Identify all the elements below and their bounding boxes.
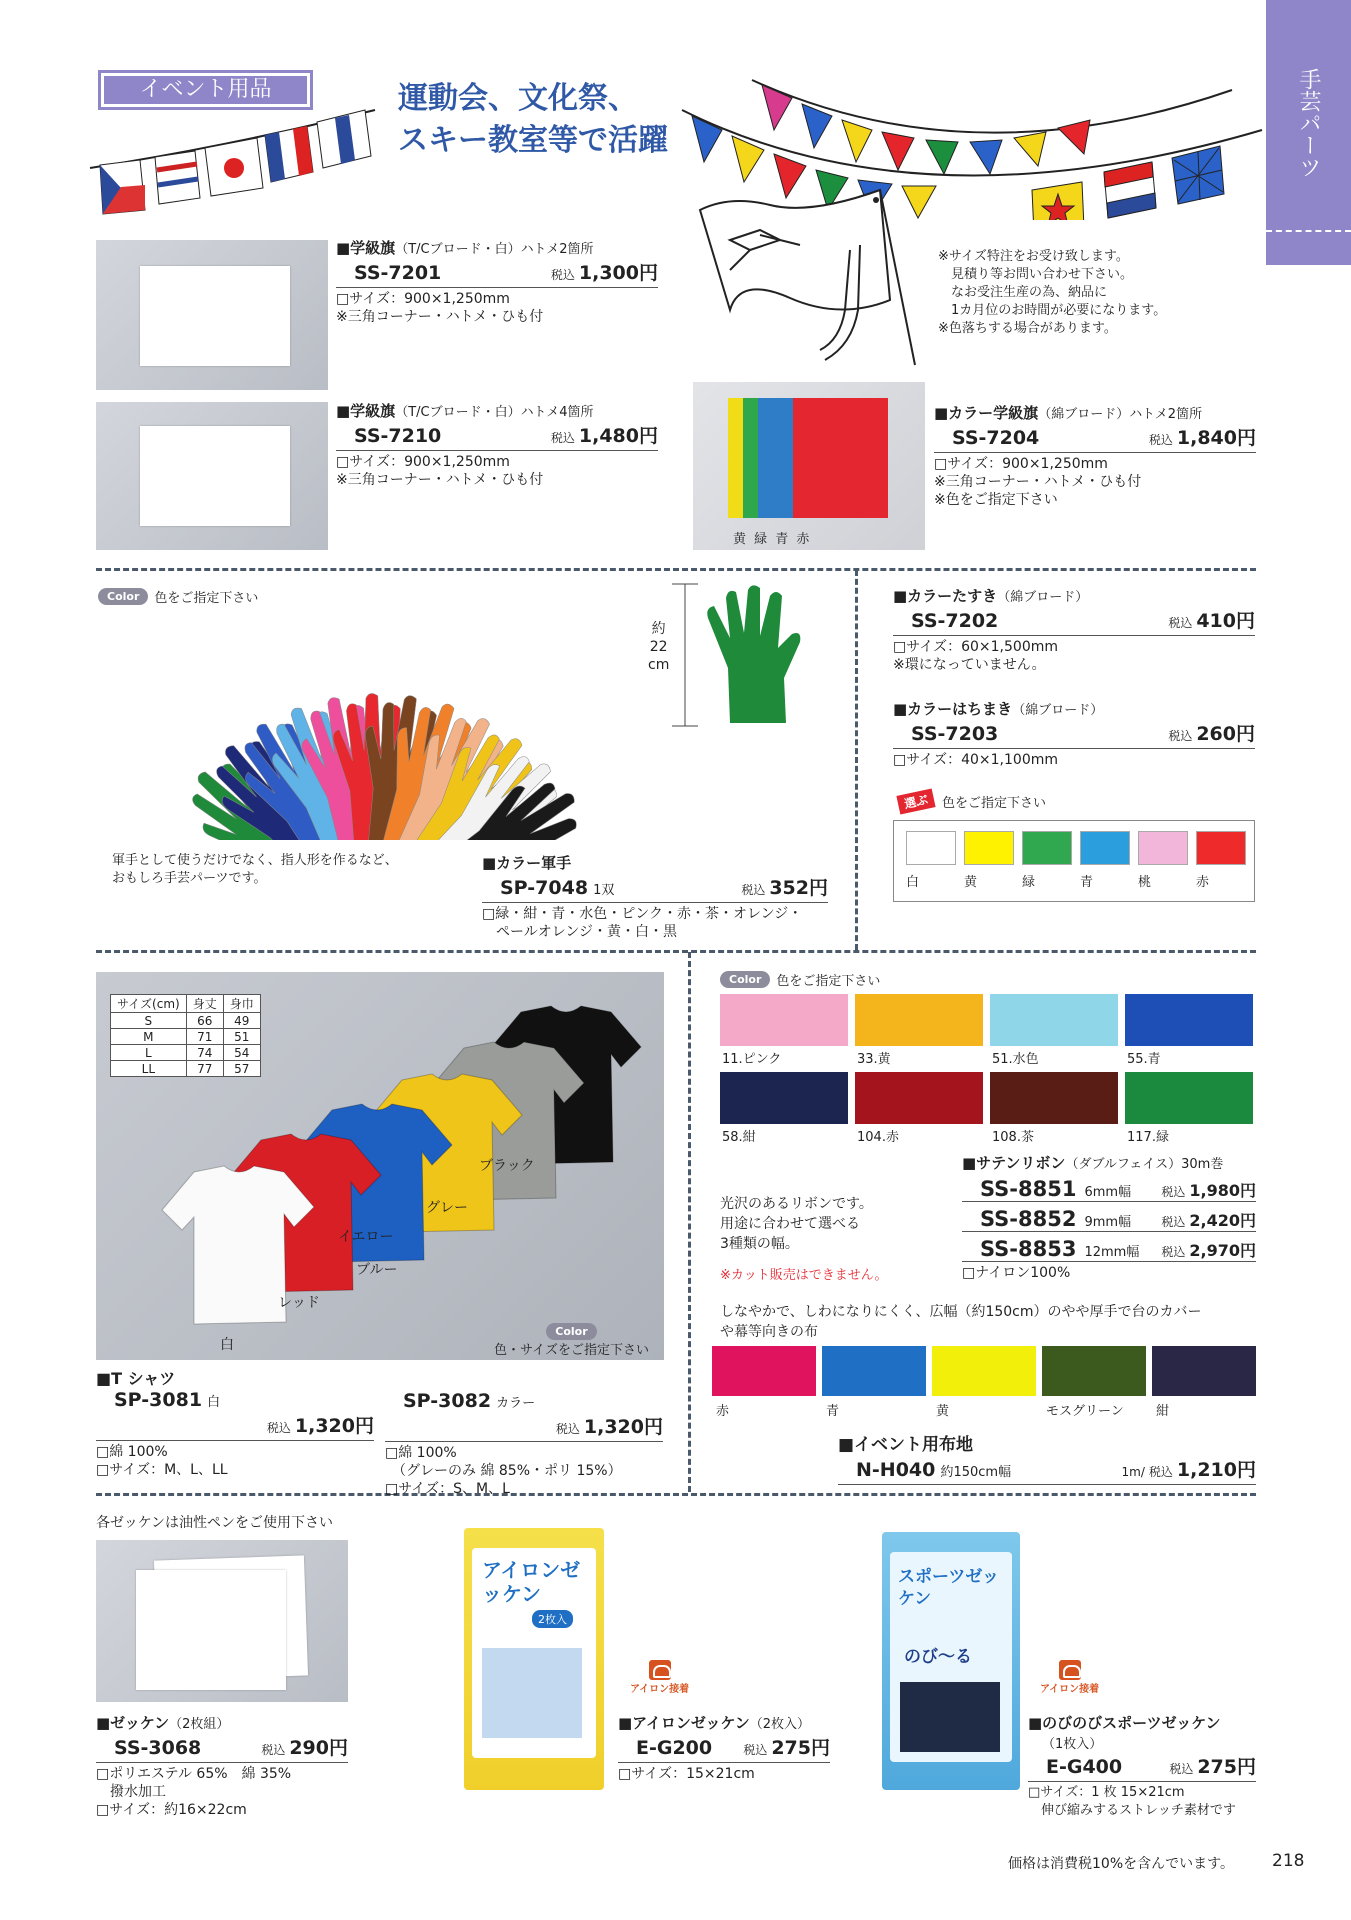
size-table-header: 身丈 [186, 995, 223, 1013]
ribbon-desc: 光沢のあるリボンです。 用途に合わせて選べる 3種類の幅。 [720, 1196, 873, 1252]
gloves-image [98, 600, 658, 840]
ss7210-image [96, 402, 328, 550]
fabric-swatch [712, 1346, 816, 1396]
ss7202-info: ■カラーたすき（綿ブロード） SS-7202 税込 410円 □サイズ：60×1,500mm ※環になっていません。 [893, 587, 1255, 673]
ss7203-color-note: 選ぶ 色をご指定下さい [898, 792, 1046, 811]
size-table-header: サイズ(cm) [111, 995, 187, 1013]
gloves-desc: 軍手として使うだけでなく、指人形を作るなど、 おもしろ手芸パーツです。 [112, 853, 398, 886]
fabric-swatch [1042, 1346, 1146, 1396]
ss7204-spec: □サイズ：900×1,250mm ※三角コーナー・ハトメ・ひも付 ※色をご指定下さい [934, 456, 1142, 508]
tshirt-color-note: Color 色・サイズをご指定下さい [494, 1325, 649, 1358]
ss7203-swatch-box [893, 820, 1255, 902]
fabric-desc: しなやかで、しわになりにくく、広幅（約150cm）のやや厚手で台のカバー や幕等向きの布 [720, 1304, 1202, 1340]
eg400-code: E-G400 [1046, 1756, 1123, 1778]
hachimaki-swatch-label: 白 [906, 875, 920, 890]
table-row: LL 77 57 [111, 1061, 261, 1077]
ss7204-swatch-red [793, 398, 888, 518]
zekken-note: 各ゼッケンは油性ペンをご使用下さい [96, 1515, 334, 1531]
shirt-label-white: 白 [220, 1337, 234, 1353]
fabric-swatch-label: 青 [826, 1404, 840, 1419]
shirt-label-black: ブラック [479, 1158, 535, 1174]
ss7202-spec: □サイズ：60×1,500mm ※環になっていません。 [893, 639, 1059, 673]
fabric-swatch-label: 紺 [1156, 1404, 1170, 1419]
eg200-code: E-G200 [636, 1737, 713, 1759]
flag-star [1032, 182, 1084, 220]
ss7202-price: 税込 410円 [1168, 610, 1255, 632]
table-row: M 71 51 [111, 1029, 261, 1045]
ss3068-image [96, 1540, 348, 1702]
fabric-swatch [822, 1346, 926, 1396]
eg200-iron-badge: アイロン接着 [630, 1660, 689, 1695]
ss7210-info: ■学級旗（T/Cブロード・白）ハトメ4箇所 SS-7210 税込 1,480円 □サイズ：900×1,250mm ※三角コーナー・ハトメ・ひも付 [336, 402, 658, 488]
ss7204-code: SS-7204 [952, 427, 1040, 449]
hachimaki-swatch-label: 黄 [964, 875, 978, 890]
flag-tricolor [265, 126, 313, 182]
fabric-swatch-label: 黄 [936, 1404, 950, 1419]
hachimaki-swatch [1138, 831, 1188, 865]
sp3082-spec: □綿 100% （グレーのみ 綿 85%・ポリ 15%） □サイズ：S、M、L [385, 1445, 622, 1497]
fabric-swatch-label: 赤 [716, 1404, 730, 1419]
ss7210-code: SS-7210 [354, 425, 442, 447]
sp7048-spec: □緑・紺・青・水色・ピンク・赤・茶・オレンジ・ ペールオレンジ・黄・白・黒 [482, 906, 803, 940]
ss7201-image [96, 240, 328, 390]
ribbon-title: ■サテンリボン（ダブルフェイス）30m巻 [962, 1154, 1224, 1172]
ss3068-price: 税込 290円 [261, 1737, 348, 1759]
eg400-iron-badge: アイロン接着 [1040, 1660, 1099, 1695]
footer-note: 価格は消費税10%を含んでいます。 [1008, 1856, 1234, 1872]
flag-czech [100, 160, 145, 214]
divider [855, 570, 858, 950]
ss7204-price: 税込 1,840円 [1148, 427, 1256, 449]
sp7048-code: SP-7048 [500, 877, 589, 899]
flag-netherlands [1104, 162, 1156, 218]
flag-sketch [690, 180, 920, 370]
sp7048-price: 税込 352円 [741, 877, 828, 899]
ribbon-swatches [720, 994, 1256, 1144]
fabric-swatch-label: モスグリーン [1046, 1404, 1124, 1419]
eg200-spec: □サイズ：15×21cm [618, 1766, 755, 1782]
ss7203-spec: □サイズ：40×1,100mm [893, 752, 1059, 768]
ribbon-item-row: SS-8852 9mm幅 税込 2,420円 [962, 1202, 1256, 1232]
fabric-swatches [712, 1346, 1258, 1419]
sp7048-info: ■カラー軍手 SP-7048 1双 税込 352円 □緑・紺・青・水色・ピンク・赤・茶・オレンジ・ ペールオレンジ・黄・白・黒 [482, 854, 828, 940]
ss7203-code: SS-7203 [911, 723, 999, 745]
ss7204-info: ■カラー学級旗（綿ブロード）ハトメ2箇所 SS-7204 税込 1,840円 □サイズ：900×1,250mm ※三角コーナー・ハトメ・ひも付 ※色をご指定下さい [934, 404, 1256, 508]
eg400-package: スポーツゼッケン のび〜る [882, 1532, 1020, 1790]
gloves-size-label: 約 22 cm [648, 621, 670, 673]
ss7201-info: ■学級旗（T/Cブロード・白）ハトメ2箇所 SS-7201 税込 1,300円 □サイズ：900×1,250mm ※三角コーナー・ハトメ・ひも付 [336, 239, 658, 325]
hachimaki-swatch-label: 赤 [1196, 875, 1210, 890]
ribbon-swatch [720, 994, 848, 1046]
ribbon-swatch [990, 994, 1118, 1046]
ribbon-swatch [1125, 1072, 1253, 1124]
ribbon-swatch-label: 104.赤 [857, 1130, 899, 1145]
ribbon-swatch-label: 33.黄 [857, 1052, 891, 1067]
fabric-swatch [932, 1346, 1036, 1396]
ss7210-spec: □サイズ：900×1,250mm ※三角コーナー・ハトメ・ひも付 [336, 454, 544, 488]
ribbon-swatch [855, 1072, 983, 1124]
sp3081-price: 税込 1,320円 [266, 1415, 374, 1437]
ribbon-color-note: Color 色をご指定下さい [720, 970, 880, 989]
hachimaki-swatch [1196, 831, 1246, 865]
divider [96, 568, 1256, 571]
hachimaki-swatch-label: 桃 [1138, 875, 1152, 890]
tshirt-image [96, 972, 664, 1360]
eg200-info: ■アイロンゼッケン（2枚入） E-G200 税込 275円 □サイズ：15×21cm [618, 1714, 830, 1782]
divider [688, 952, 691, 1492]
page-number: 218 [1272, 1851, 1305, 1871]
green-glove [700, 578, 820, 728]
ss7201-code: SS-7201 [354, 262, 442, 284]
iron-icon [649, 1660, 671, 1680]
size-table-header: 身巾 [223, 995, 260, 1013]
sp3081-info: ■T シャツ SP-3081 白 税込 1,320円 □綿 100% □サイズ：M、L、LL [96, 1369, 374, 1478]
ss7203-info: ■カラーはちまき（綿ブロード） SS-7203 税込 260円 □サイズ：40×1,100mm [893, 700, 1255, 768]
ribbon-swatch [855, 994, 983, 1046]
hachimaki-swatch [1022, 831, 1072, 865]
ribbon-spec: □ナイロン100% [962, 1265, 1071, 1281]
fabric-swatch [1152, 1346, 1256, 1396]
hachimaki-swatch [906, 831, 956, 865]
ss7201-price: 税込 1,300円 [550, 262, 658, 284]
ribbon-items [962, 1172, 1256, 1262]
hachimaki-swatch [1080, 831, 1130, 865]
ss3068-info: ■ゼッケン（2枚組） SS-3068 税込 290円 □ポリエステル 65% 綿 35% 撥水加工 □サイズ：約16×22cm [96, 1714, 348, 1818]
ribbon-swatch-label: 11.ピンク [722, 1052, 782, 1067]
flag-blue [317, 110, 371, 168]
ribbon-swatch [1125, 994, 1253, 1046]
divider [96, 1493, 1256, 1496]
side-tab [1266, 0, 1351, 265]
hachimaki-swatch-label: 青 [1080, 875, 1094, 890]
iron-icon [1059, 1660, 1081, 1680]
ribbon-swatch-label: 55.青 [1127, 1052, 1161, 1067]
bunting-left [85, 90, 385, 220]
nh040-price: 1m/ 税込 1,210円 [1121, 1459, 1256, 1481]
table-row: L 74 54 [111, 1045, 261, 1061]
ss7202-code: SS-7202 [911, 610, 999, 632]
ribbon-item-row: SS-8853 12mm幅 税込 2,970円 [962, 1232, 1256, 1262]
ribbon-swatch-label: 58.紺 [722, 1130, 756, 1145]
eg400-price: 税込 275円 [1169, 1756, 1256, 1778]
gloves-color-note: Color 色をご指定下さい [98, 587, 258, 606]
divider [96, 950, 1256, 953]
ss7201-spec: □サイズ：900×1,250mm ※三角コーナー・ハトメ・ひも付 [336, 291, 544, 325]
sp3081-code: SP-3081 [114, 1389, 203, 1411]
sp3082-info: SP-3082 カラー 税込 1,320円 □綿 100% （グレーのみ 綿 85%・ポリ 15%） □サイズ：S、M、L [385, 1390, 663, 1497]
flag-notes: ※サイズ特注をお受け致します。 見積り等お問い合わせ下さい。 なお受注生産の為、納品に 1カ月位のお時間が必要になります。 ※色落ちする場合があります。 [938, 249, 1167, 336]
sp3081-spec: □綿 100% □サイズ：M、L、LL [96, 1444, 228, 1478]
eg400-info: ■のびのびスポーツゼッケン （1枚入） E-G400 税込 275円 □サイズ：1 枚 15×21cm 伸び縮みするストレッチ素材です [1028, 1714, 1256, 1818]
nh040-code: N-H040 [856, 1459, 936, 1481]
flag-japan [205, 138, 263, 196]
category-badge: イベント用品 [98, 70, 313, 110]
eg200-package: アイロンゼッケン 2枚入 [464, 1528, 604, 1790]
ribbon-swatch-label: 51.水色 [992, 1052, 1039, 1067]
ss7210-price: 税込 1,480円 [550, 425, 658, 447]
flag-stripes [155, 151, 200, 204]
ss7204-image [693, 382, 925, 550]
eg400-spec: □サイズ：1 枚 15×21cm 伸び縮みするストレッチ素材です [1028, 1785, 1236, 1818]
ribbon-swatch-label: 117.緑 [1127, 1130, 1169, 1145]
shirt-label-blue: ブルー [356, 1262, 398, 1278]
size-arrow [670, 580, 700, 730]
shirt-label-gray: グレー [426, 1200, 468, 1216]
ss3068-code: SS-3068 [114, 1737, 202, 1759]
ss7203-price: 税込 260円 [1168, 723, 1255, 745]
flag-star-blue [1172, 146, 1224, 204]
eg200-price: 税込 275円 [743, 1737, 830, 1759]
ribbon-item-row: SS-8851 6mm幅 税込 1,980円 [962, 1172, 1256, 1202]
ss7204-colors-label: 黄 緑 青 赤 [733, 532, 812, 547]
hachimaki-swatch [964, 831, 1014, 865]
nh040-info: ■イベント用布地 N-H040 約150cm幅 1m/ 税込 1,210円 [838, 1430, 1256, 1487]
ribbon-warning: ※カット販売はできません。 [720, 1268, 888, 1283]
hachimaki-swatch-label: 緑 [1022, 875, 1036, 890]
ribbon-swatch [990, 1072, 1118, 1124]
shirt-label-red: レッド [278, 1295, 320, 1311]
sp3082-code: SP-3082 [403, 1390, 492, 1412]
sp3082-price: 税込 1,320円 [555, 1416, 663, 1438]
ribbon-swatch-label: 108.茶 [992, 1130, 1034, 1145]
headline: 運動会、文化祭、 スキー教室等で活躍 [398, 81, 668, 158]
side-tab-label: 手芸パーツ [1296, 68, 1321, 178]
shirt-label-yellow: イエロー [338, 1229, 394, 1245]
table-row: S 66 49 [111, 1013, 261, 1029]
ribbon-swatch [720, 1072, 848, 1124]
ss3068-spec: □ポリエステル 65% 綿 35% 撥水加工 □サイズ：約16×22cm [96, 1766, 292, 1818]
